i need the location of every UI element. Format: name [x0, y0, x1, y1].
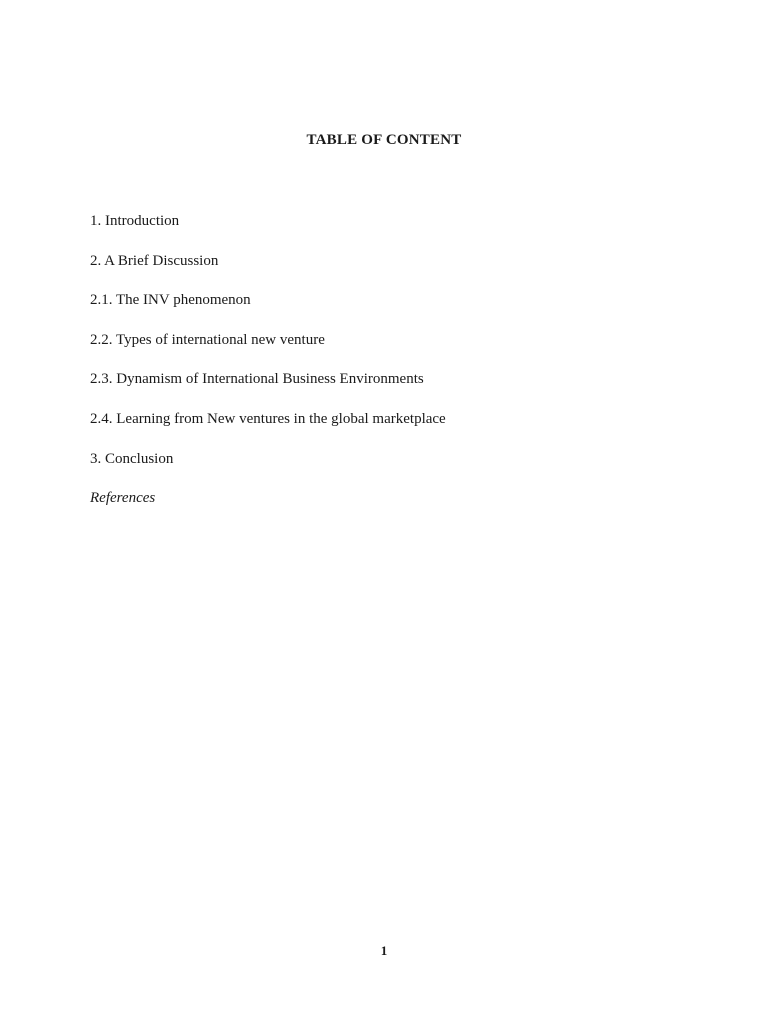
toc-item-brief-discussion: 2. A Brief Discussion: [90, 252, 219, 269]
toc-title: TABLE OF CONTENT: [306, 132, 462, 148]
toc-item-introduction: 1. Introduction: [90, 213, 180, 229]
page-number: 1: [380, 943, 388, 958]
toc-item-dynamism: 2.3. Dynamism of International Business Environments: [90, 371, 424, 388]
toc-list: [90, 212, 446, 529]
toc-item-references: References: [90, 490, 156, 507]
toc-item-conclusion: 3. Conclusion: [90, 450, 174, 467]
toc-item-types-of-inv: 2.2. Types of international new venture: [90, 331, 325, 348]
toc-item-inv-phenomenon: 2.1. The INV phenomenon: [90, 292, 251, 309]
toc-item-learning: 2.4. Learning from New ventures in the global marketplace: [90, 410, 446, 427]
